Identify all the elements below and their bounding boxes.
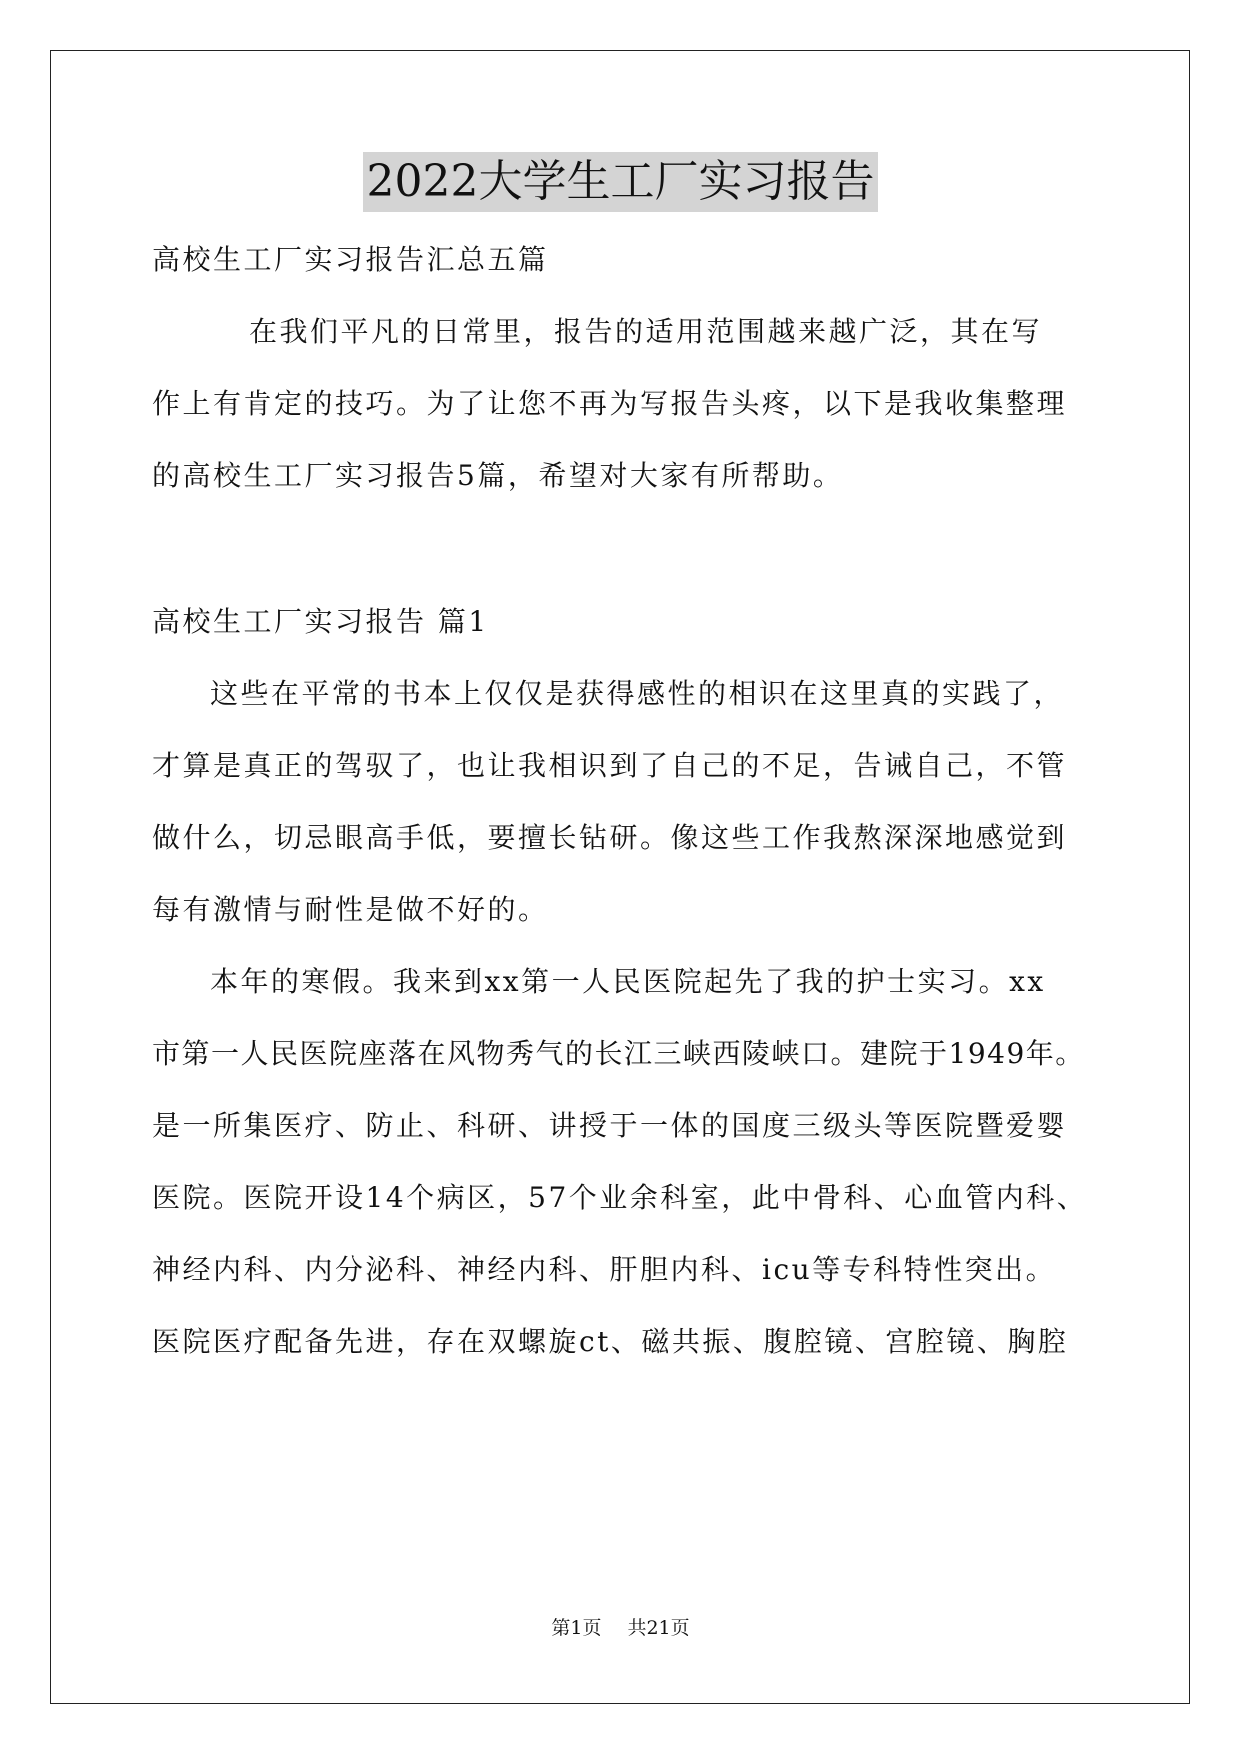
body-line: 在我们平凡的日常里，报告的适用范围越来越广泛，其在写	[249, 315, 1043, 348]
section-heading: 高校生工厂实习报告 篇1	[152, 605, 489, 638]
body-line: 市第一人民医院座落在风物秀气的长江三峡西陵峡口。建院于1949年。	[152, 1037, 1085, 1070]
body-line: 医院。医院开设14个病区，57个业余科室，此中骨科、心血管内科、	[152, 1181, 1088, 1214]
page-footer	[0, 1616, 1241, 1640]
page-number: 第1页	[551, 1617, 602, 1639]
body-line: 医院医疗配备先进，存在双螺旋ct、磁共振、腹腔镜、宫腔镜、胸腔	[152, 1325, 1069, 1358]
page-total: 共21页	[627, 1617, 690, 1639]
body-line: 本年的寒假。我来到xx第一人民医院起先了我的护士实习。xx	[210, 965, 1046, 998]
body-line: 才算是真正的驾驭了，也让我相识到了自己的不足，告诫自己，不管	[152, 749, 1068, 782]
body-line: 神经内科、内分泌科、神经内科、肝胆内科、icu等专科特性突出。	[152, 1253, 1057, 1286]
title-container	[0, 152, 1241, 212]
document-subtitle: 高校生工厂实习报告汇总五篇	[152, 243, 549, 276]
body-line: 作上有肯定的技巧。为了让您不再为写报告头疼，以下是我收集整理	[152, 387, 1068, 420]
body-line: 做什么，切忌眼高手低，要擅长钻研。像这些工作我熬深深地感觉到	[152, 821, 1068, 854]
body-line: 这些在平常的书本上仅仅是获得感性的相识在这里真的实践了，	[210, 677, 1065, 710]
document-title: 2022大学生工厂实习报告	[363, 152, 879, 212]
page-border	[50, 50, 1190, 1704]
body-line: 的高校生工厂实习报告5篇，希望对大家有所帮助。	[152, 459, 844, 492]
body-line: 每有激情与耐性是做不好的。	[152, 893, 549, 926]
body-line: 是一所集医疗、防止、科研、讲授于一体的国度三级头等医院暨爱婴	[152, 1109, 1068, 1142]
